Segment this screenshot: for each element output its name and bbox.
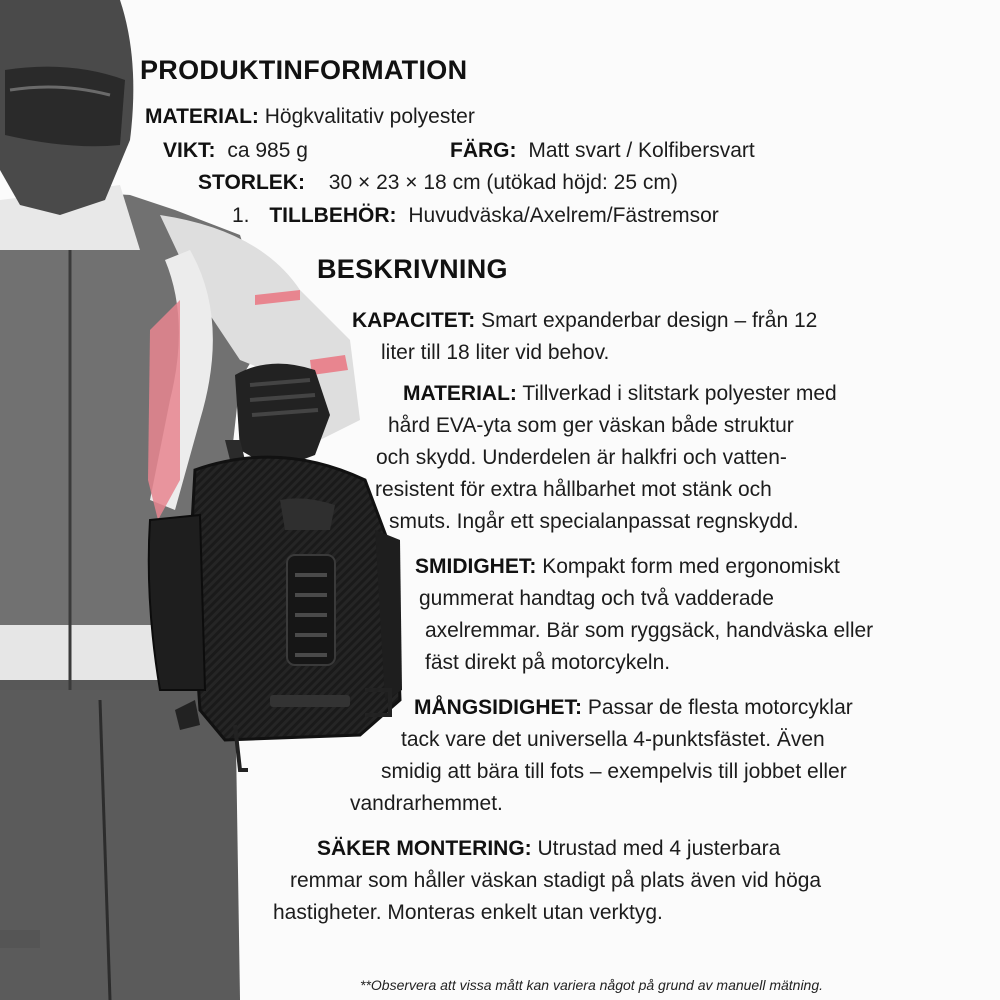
spec-accessories <box>232 204 719 228</box>
spec-accessories-value: Huvudväska/Axelrem/Fästremsor <box>408 204 719 227</box>
desc-agility-line4: fäst direkt på motorcykeln. <box>425 651 671 674</box>
spec-color-label: FÄRG: <box>450 139 517 162</box>
desc-material-line2: hård EVA-yta som ger väskan både struktur <box>388 414 794 437</box>
spec-weight-label: VIKT: <box>163 139 216 162</box>
desc-versatility <box>350 692 853 820</box>
desc-agility-line3: axelremmar. Bär som ryggsäck, handväska eller <box>425 619 874 642</box>
desc-capacity <box>352 305 817 369</box>
spec-material-label: MATERIAL: <box>145 105 259 128</box>
desc-capacity-line1: Smart expanderbar design – från 12 <box>481 309 818 332</box>
desc-mounting-line2: remmar som håller väskan stadigt på plats även vid höga <box>290 869 822 892</box>
desc-versatility-label: MÅNGSIDIGHET: <box>414 696 582 719</box>
desc-agility-line2: gummerat handtag och två vadderade <box>419 587 774 610</box>
spec-weight <box>163 139 308 163</box>
helmet <box>0 0 133 215</box>
spec-material-value: Högkvalitativ polyester <box>264 105 475 128</box>
desc-agility <box>415 551 873 679</box>
desc-agility-label: SMIDIGHET: <box>415 555 537 578</box>
desc-material-line5: smuts. Ingår ett specialanpassat regnskydd. <box>389 510 799 533</box>
desc-agility-line1: Kompakt form med ergonomiskt <box>542 555 840 578</box>
spec-size-label: STORLEK: <box>198 171 305 194</box>
desc-mounting-label: SÄKER MONTERING: <box>317 837 532 860</box>
description-heading: BESKRIVNING <box>317 254 508 284</box>
spec-accessories-number: 1. <box>232 204 250 227</box>
desc-material-label: MATERIAL: <box>403 382 517 405</box>
spec-size-value: 30 × 23 × 18 cm (utökad höjd: 25 cm) <box>328 171 678 194</box>
spec-color-value: Matt svart / Kolfibersvart <box>528 139 755 162</box>
desc-material-line3: och skydd. Underdelen är halkfri och vatten- <box>376 446 787 469</box>
desc-material-line4: resistent för extra hållbarhet mot stänk och <box>375 478 772 501</box>
spec-color <box>450 139 755 163</box>
desc-mounting-line3: hastigheter. Monteras enkelt utan verktyg. <box>273 901 663 924</box>
spec-accessories-label: TILLBEHÖR: <box>269 204 397 227</box>
desc-capacity-label: KAPACITET: <box>352 309 476 332</box>
glove <box>235 364 330 470</box>
desc-versatility-line1: Passar de flesta motorcyklar <box>587 696 853 719</box>
spec-weight-value: ca 985 g <box>227 139 308 162</box>
desc-mounting <box>273 833 821 929</box>
spec-material <box>145 105 475 129</box>
desc-material <box>375 378 837 538</box>
desc-material-line1: Tillverkad i slitstark polyester med <box>522 382 837 405</box>
desc-versatility-line2: tack vare det universella 4-punktsfästet. Även <box>401 728 825 751</box>
desc-capacity-line2: liter till 18 liter vid behov. <box>381 341 610 364</box>
spec-size <box>198 171 678 195</box>
desc-mounting-line1: Utrustad med 4 justerbara <box>537 837 781 860</box>
desc-versatility-line3: smidig att bära till fots – exempelvis till jobbet eller <box>381 760 847 783</box>
product-info-heading: PRODUKTINFORMATION <box>140 55 468 85</box>
desc-versatility-line4: vandrarhemmet. <box>350 792 503 815</box>
footnote: **Observera att vissa mått kan variera något på grund av manuell mätning. <box>360 977 824 993</box>
rider-pants <box>0 680 240 1000</box>
